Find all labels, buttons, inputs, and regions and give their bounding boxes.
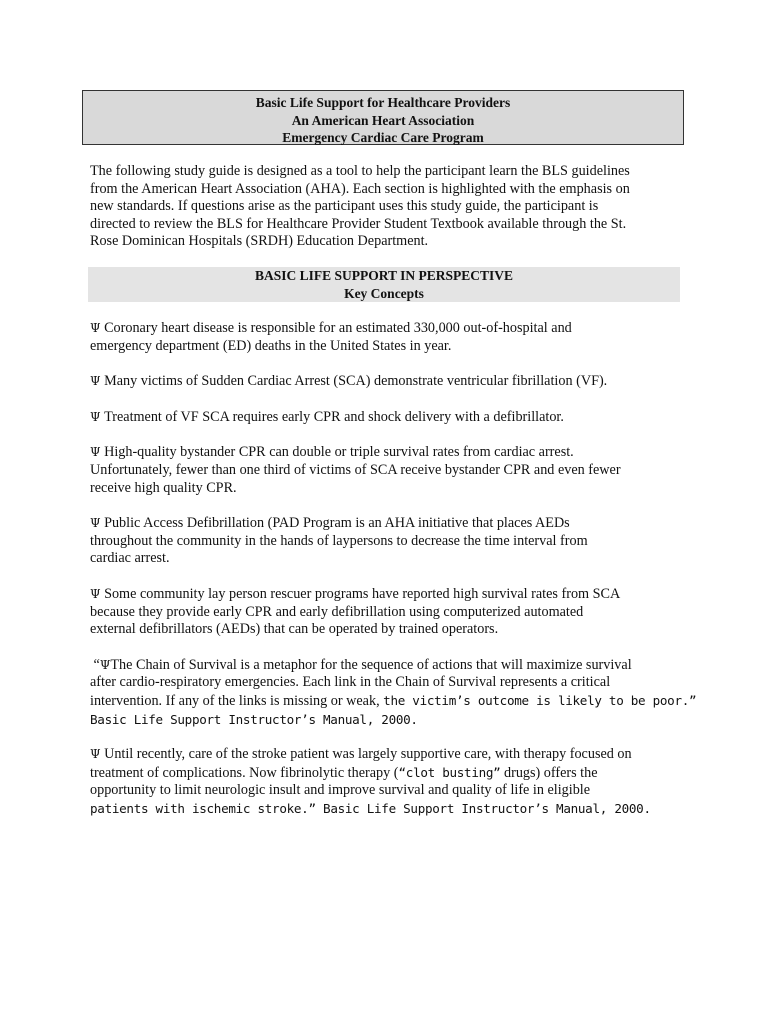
section-title: BASIC LIFE SUPPORT IN PERSPECTIVE [254,268,514,283]
quote-text: “clot busting” [398,764,501,780]
psi-bullet-icon: Ψ [90,409,101,424]
bullet-text: emergency department (ED) deaths in the United States in year. [90,337,452,354]
bullet-text: throughout the community in the hands of laypersons to decrease the time interval from [90,532,588,549]
list-item [90,515,690,568]
intro-line: directed to review the BLS for Healthcare Provider Student Textbook available through the St. [90,215,627,232]
bullet-text: Coronary heart disease is responsible for an estimated 330,000 out-of-hospital and [104,320,572,336]
bullet-text: Treatment of VF SCA requires early CPR and shock delivery with a defibrillator. [104,408,564,425]
bullet-text: drugs) offers the [500,764,598,781]
section-subtitle: Key Concepts [344,285,424,301]
quote-text: the victim’s outcome is likely to be poor.” [383,692,697,708]
title-line-2: An American Heart Association [291,112,475,128]
quote-text: patients with ischemic stroke.” [90,800,316,816]
psi-bullet-icon: Ψ [90,321,101,335]
list-item [90,746,690,817]
psi-bullet-icon: Ψ [90,747,101,762]
list-item [90,320,690,355]
open-quote: “ [93,656,100,673]
intro-line: new standards. If questions arise as the participant uses this study guide, the participant is [90,198,599,215]
citation: Basic Life Support Instructor’s Manual, 2000. [90,711,418,727]
psi-bullet-icon: Ψ [90,374,101,389]
bullet-text: Until recently, care of the stroke patient was largely supportive care, with therapy focused on [104,746,632,763]
list-item [90,373,690,391]
intro-paragraph [90,163,690,251]
bullet-text: treatment of complications. Now fibrinolytic therapy ( [90,764,399,781]
psi-bullet-icon: Ψ [90,586,101,601]
bullet-text: receive high quality CPR. [90,479,237,496]
bullet-text: because they provide early CPR and early defibrillation using computerized automated [90,603,584,620]
bullet-text: external defibrillators (AEDs) that can be operated by trained operators. [90,621,499,638]
list-item [90,444,690,497]
bullet-text: cardiac arrest. [90,550,170,567]
key-concepts-list [90,320,697,835]
citation: Basic Life Support Instructor’s Manual, 2000. [315,800,651,816]
psi-bullet-icon: Ψ [99,657,111,672]
bullet-text: Many victims of Sudden Cardiac Arrest (SCA) demonstrate ventricular fibrillation (VF). [104,373,608,390]
intro-line: from the American Heart Association (AHA). Each section is highlighted with the emphasis on [90,180,630,197]
list-item [90,409,690,427]
bullet-text: High-quality bystander CPR can double or triple survival rates from cardiac arrest. [104,444,574,461]
document-title-box [82,90,684,145]
psi-bullet-icon: Ψ [90,516,101,531]
bullet-text: Some community lay person rescuer programs have reported high survival rates from SCA [104,585,621,602]
bullet-text: The Chain of Survival is a metaphor for the sequence of actions that will maximize survival [110,656,632,673]
bullet-text: after cardio-respiratory emergencies. Each link in the Chain of Survival represents a critical [90,674,611,691]
intro-line: The following study guide is designed as a tool to help the participant learn the BLS guidelines [90,163,630,179]
title-line-1: Basic Life Support for Healthcare Providers [255,95,511,110]
bullet-text: Unfortunately, fewer than one third of victims of SCA receive bystander CPR and even fewer [90,461,621,478]
intro-line: Rose Dominican Hospitals (SRDH) Education Department. [90,233,429,250]
bullet-text: opportunity to limit neurologic insult and improve survival and quality of life in eligible [90,782,591,799]
list-item [90,586,690,639]
section-header [88,267,680,302]
list-item [90,656,697,728]
psi-bullet-icon: Ψ [90,445,101,460]
title-line-3: Emergency Cardiac Care Program [282,130,484,145]
bullet-text: Public Access Defibrillation (PAD Program is an AHA initiative that places AEDs [104,515,570,532]
bullet-text: intervention. If any of the links is missing or weak, [90,692,380,709]
